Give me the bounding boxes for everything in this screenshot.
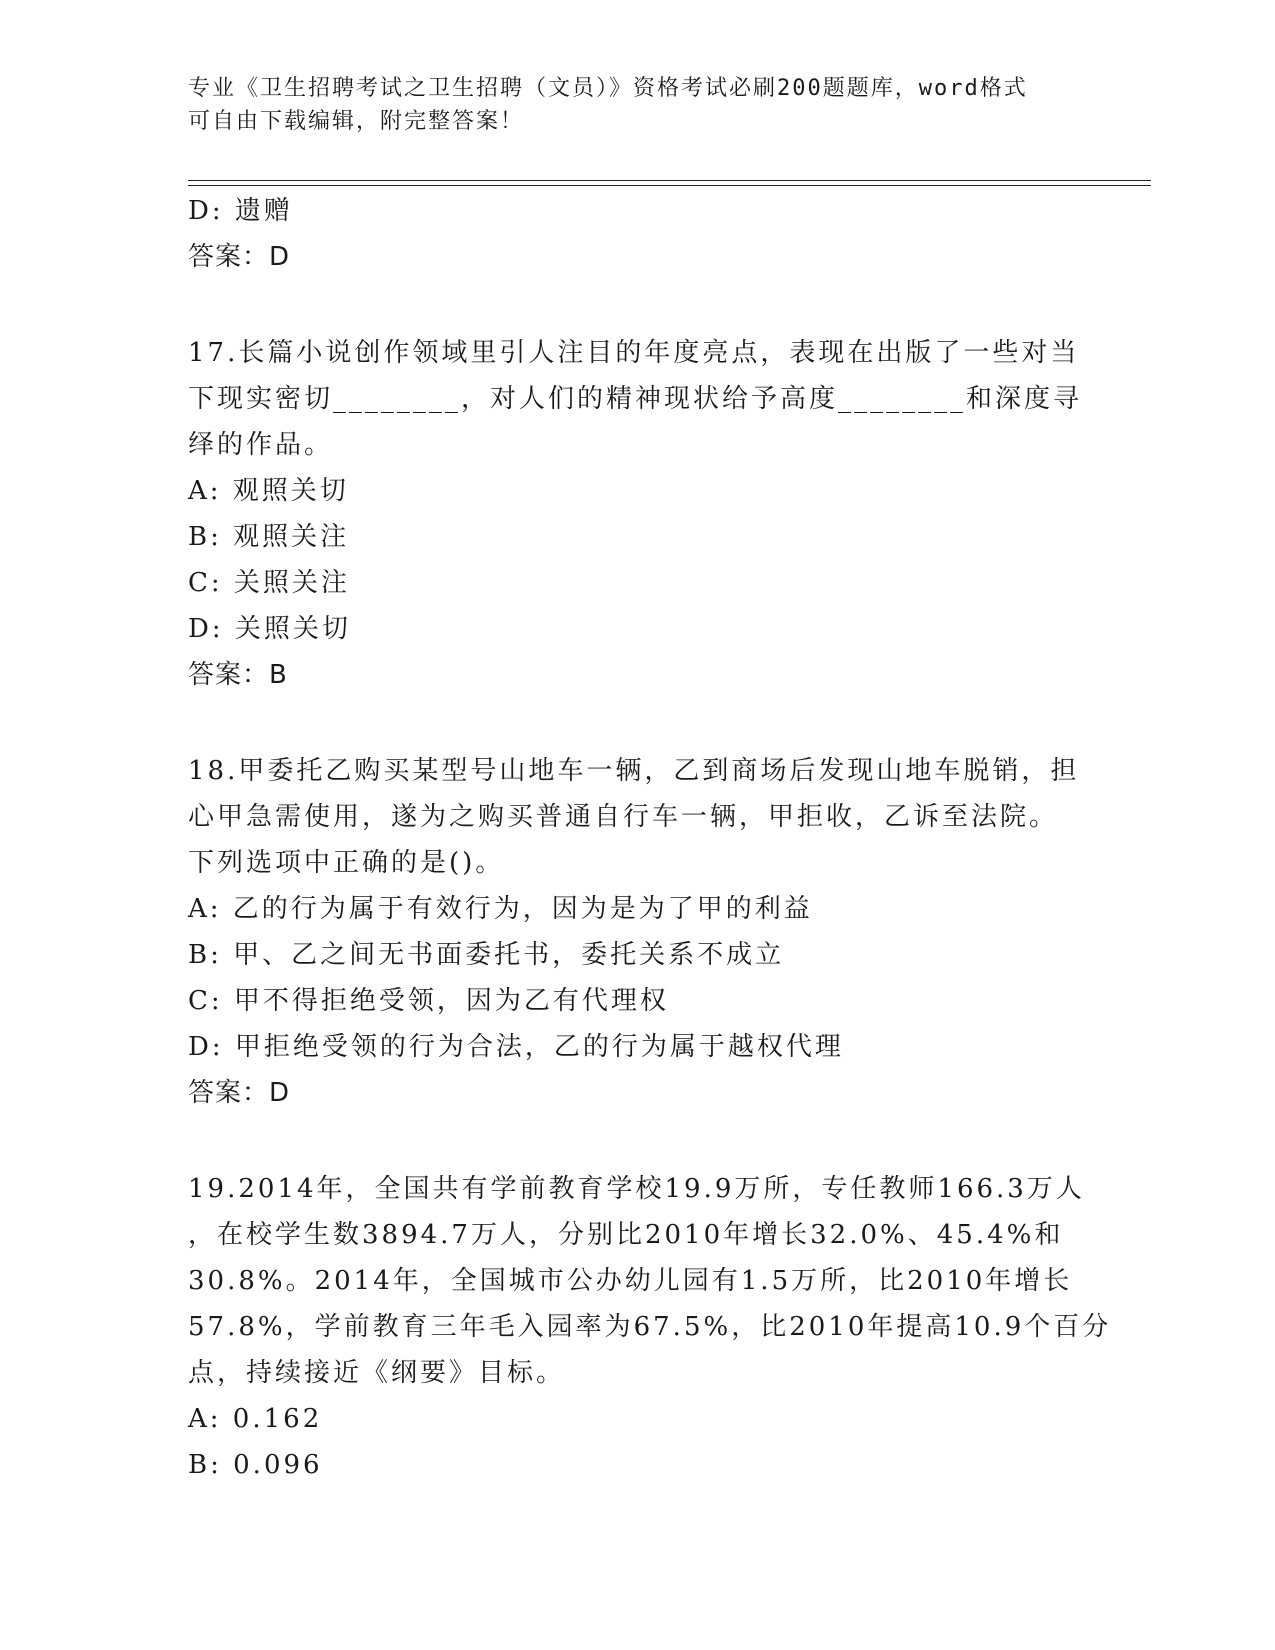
question-text-line: 30.8%。2014年，全国城市公办幼儿园有1.5万所，比2010年增长 <box>188 1266 1073 1296</box>
previous-question-tail <box>188 188 1088 280</box>
question-content <box>188 188 1112 1488</box>
question-text-line: 心甲急需使用，遂为之购买普通自行车一辆，甲拒收，乙诉至法院。 <box>188 802 1059 832</box>
option-c: C: 甲不得拒绝受领，因为乙有代理权 <box>188 986 669 1016</box>
document-header <box>188 72 1088 138</box>
option-a: A: 0.162 <box>188 1404 323 1434</box>
header-line-1: 专业《卫生招聘考试之卫生招聘（文员）》资格考试必刷200题题库，word格式 <box>188 76 1028 101</box>
option-a: A: 观照关切 <box>188 476 349 506</box>
question-text-line: ，在校学生数3894.7万人，分别比2010年增长32.0%、45.4%和 <box>188 1220 1064 1250</box>
option-d: D: 关照关切 <box>188 614 351 644</box>
answer: 答案：D <box>188 242 291 272</box>
question-17 <box>188 330 1088 698</box>
question-text-line: 下现实密切________，对人们的精神现状给予高度________和深度寻 <box>188 384 1083 414</box>
option-d: D: 甲拒绝受领的行为合法，乙的行为属于越权代理 <box>188 1032 844 1062</box>
option-b: B: 甲、乙之间无书面委托书，委托关系不成立 <box>188 940 785 970</box>
question-text-line: 绎的作品。 <box>188 430 334 460</box>
question-text-line: 点，持续接近《纲要》目标。 <box>188 1358 566 1388</box>
answer: 答案：B <box>188 660 288 690</box>
header-divider-bottom <box>188 185 1151 186</box>
option-b: B: 0.096 <box>188 1450 323 1480</box>
answer: 答案：D <box>188 1078 291 1108</box>
question-text-line: 57.8%，学前教育三年毛入园率为67.5%，比2010年提高10.9个百分 <box>188 1312 1112 1342</box>
option-c: C: 关照关注 <box>188 568 350 598</box>
question-19 <box>188 1166 1112 1488</box>
option-a: A: 乙的行为属于有效行为，因为是为了甲的利益 <box>188 894 813 924</box>
question-text-line: 19.2014年，全国共有学前教育学校19.9万所，专任教师166.3万人 <box>188 1174 1085 1204</box>
question-text-line: 下列选项中正确的是()。 <box>188 848 505 878</box>
question-text-line: 18.甲委托乙购买某型号山地车一辆，乙到商场后发现山地车脱销，担 <box>188 756 1080 786</box>
option-b: B: 观照关注 <box>188 522 350 552</box>
question-18 <box>188 748 1088 1116</box>
header-line-2: 可自由下载编辑，附完整答案！ <box>188 109 525 134</box>
header-divider-top <box>188 180 1151 181</box>
question-text-line: 17.长篇小说创作领域里引人注目的年度亮点，表现在出版了一些对当 <box>188 338 1080 368</box>
option-d: D: 遗赠 <box>188 196 293 226</box>
